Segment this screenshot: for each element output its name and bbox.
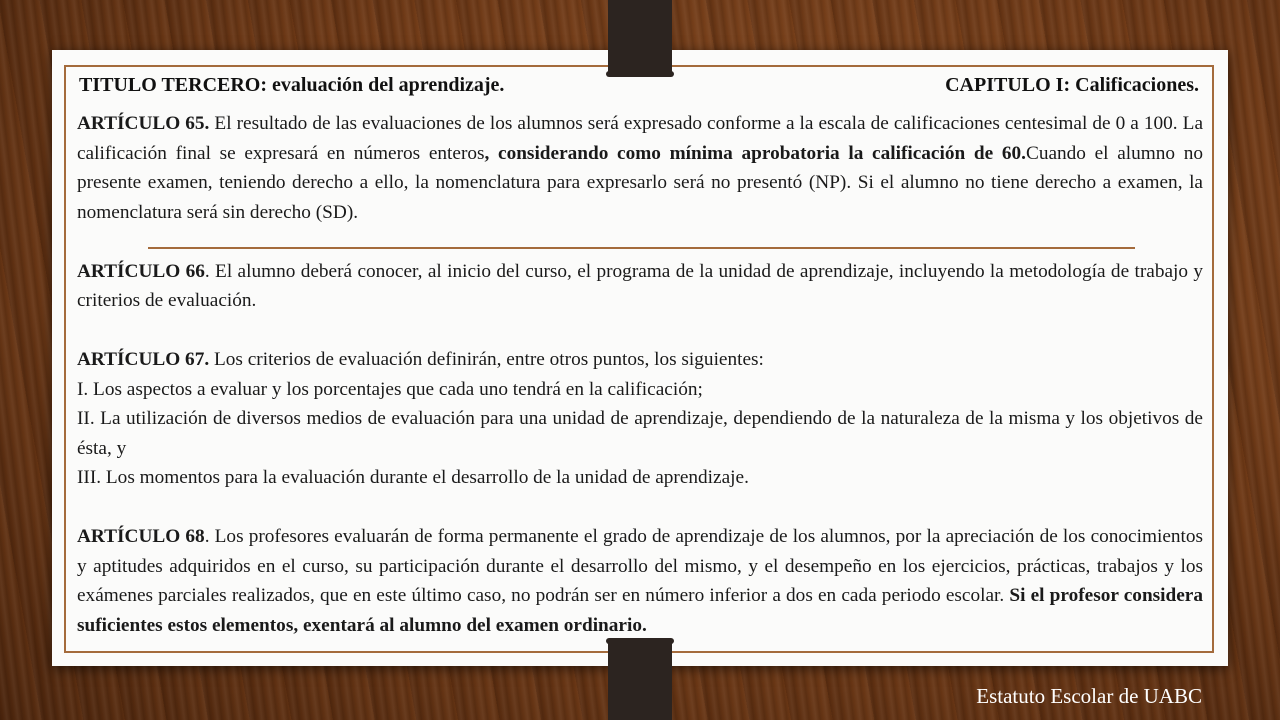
articles-body <box>77 109 1203 640</box>
article-65-text-cont: Cuando el alumno no presente examen, teniendo derecho a ello, la nomenclatura para expresarlo será no presentó (NP). Si el alumno no tiene derecho a examen, la nomenclatura será sin derecho (SD). <box>77 142 1203 223</box>
article-66-text: . El alumno deberá conocer, al inicio del curso, el programa de la unidad de aprendizaje, incluyendo la metodología de trabajo y criterios de evaluación. <box>77 260 1204 311</box>
article-67-item: III. Los momentos para la evaluación durante el desarrollo de la unidad de aprendizaje. <box>77 467 749 488</box>
article-68-bold: Si el profesor considera suficientes estos elementos, exentará al alumno del examen ordinario. <box>77 585 1204 636</box>
top-clip-decoration <box>608 0 672 74</box>
article-68 <box>77 522 1203 640</box>
article-67-text: Los criterios de evaluación definirán, entre otros puntos, los siguientes: <box>209 349 764 370</box>
article-66-label: ARTÍCULO 66 <box>77 260 205 282</box>
footer-caption: Estatuto Escolar de UABC <box>976 684 1202 708</box>
article-67-label: ARTÍCULO 67. <box>77 349 210 370</box>
article-65-bold: , considerando como mínima aprobatoria la calificación de 60. <box>484 142 1026 164</box>
article-68-label: ARTÍCULO 68 <box>77 526 205 547</box>
article-67 <box>77 345 1203 375</box>
article-65-text: El resultado de las evaluaciones de los alumnos será expresado conforme a la escala de calificaciones centesimal de 0 a 100. La calificación final se expresará en números enteros <box>77 113 1203 164</box>
article-67-item: II. La utilización de diversos medios de evaluación para una unidad de aprendizaje, dependiendo de la naturaleza de la misma y los objetivos de ésta, y <box>77 408 1203 459</box>
article-65-label: ARTÍCULO 65. <box>77 113 210 134</box>
article-66 <box>77 257 1203 316</box>
article-68-text: . Los profesores evaluarán de forma permanente el grado de aprendizaje de los alumnos, por la apreciación de los conocimientos y aptitudes adquiridos en el curso, su participación durante el desarrollo del mismo, y el desempeño en los ejercicios, prácticas, trabajos y los exámenes parciales realizados, que en este último caso, no podrán ser en número inferior a dos en cada periodo escolar. <box>77 526 1204 606</box>
article-67-item: I. Los aspectos a evaluar y los porcentajes que cada uno tendrá en la calificación; <box>77 378 703 400</box>
capitulo-heading: CAPITULO I: Calificaciones. <box>945 74 1199 96</box>
titulo-heading: TITULO TERCERO: evaluación del aprendizaje. <box>79 74 505 96</box>
article-65 <box>77 109 1203 227</box>
bottom-clip-decoration <box>608 641 672 720</box>
